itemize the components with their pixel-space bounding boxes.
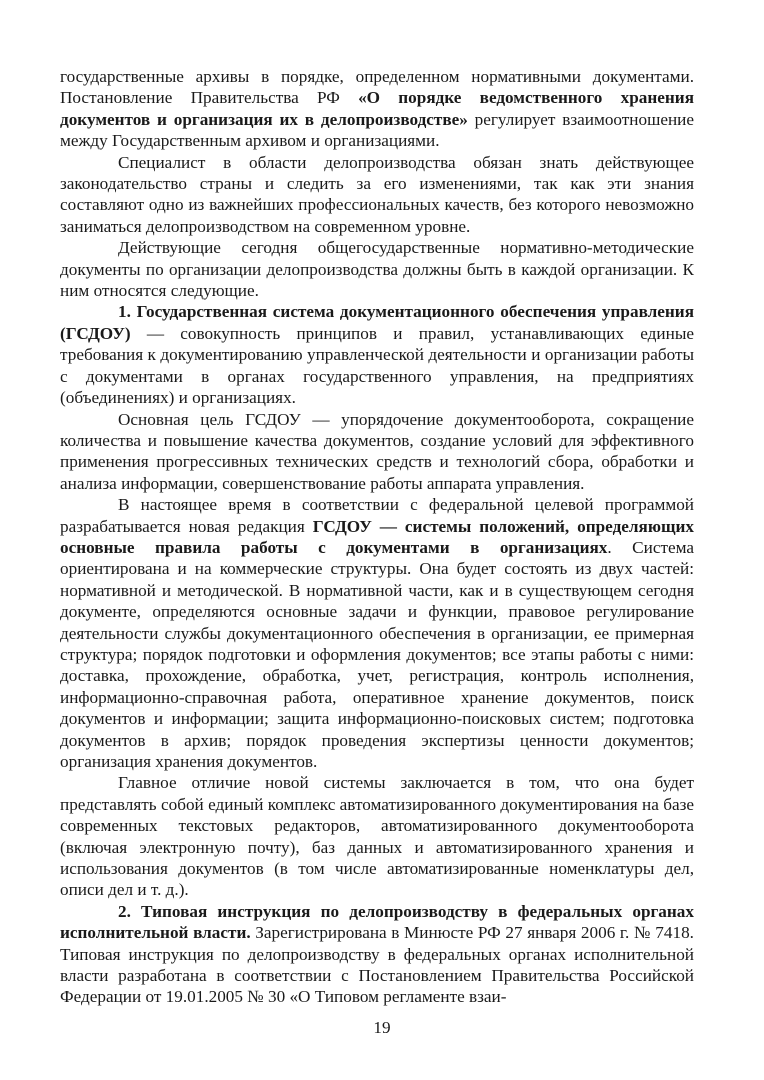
bold-text-run: 1. Государственная система документационного обеспечения управления (ГСДОУ) xyxy=(60,302,694,343)
text-run: — совокупность принципов и правил, устанавливающих единые требования к документированию управленческой деятельности и организации работы с документами в органах государственного управления, на предприятиях (объединениях) и организациях. xyxy=(60,323,694,408)
bold-text-run: 2. Типовая инструкция по делопроизводству в федеральных органах исполнительной власти. xyxy=(60,901,694,943)
body-text xyxy=(60,66,694,1008)
paragraph xyxy=(60,237,694,301)
bold-text-run: ГСДОУ — системы положений, определяющих основные правила работы с документами в организациях xyxy=(60,516,694,557)
paragraph xyxy=(60,152,694,238)
text-run: регулирует взаимоотношение между Государственным архивом и организациями. xyxy=(60,109,694,151)
text-run: Действующие сегодня общегосударственные нормативно-методические документы по организации делопроизводства должны быть в каждой организации. К ним относятся следующие. xyxy=(60,238,694,301)
paragraph xyxy=(60,772,694,900)
paragraph xyxy=(60,901,694,1008)
text-run: Главное отличие новой системы заключается в том, что она будет представлять собой единый комплекс автоматизированного документирования на базе современных текстовых редакторов, автоматизированного документооборота (включая электронную почту), баз данных и автоматизированного хранения и использования документов (в том числе автоматизированные номенклатуры дел, описи дел и т. д.). xyxy=(60,773,694,900)
paragraph xyxy=(60,409,694,495)
text-run: Зарегистрирована в Минюсте РФ 27 января 2006 г. № 7418. Типовая инструкция по делопроизводству в федеральных органах исполнительной власти разработана в соответствии с Постановлением Правительства Российской Федерации от 19.01.2005 № 30 «О Типовом регламенте взаи- xyxy=(60,923,694,1007)
text-run: Специалист в области делопроизводства обязан знать действующее законодательство страны и следить за его изменениями, так как эти знания составляют одно из важнейших профессиональных качеств, без которого невозможно заниматься делопроизводством на современном уровне. xyxy=(60,152,694,236)
text-run: В настоящее время в соответствии с федеральной целевой программой разрабатывается новая редакция xyxy=(60,495,694,536)
paragraph xyxy=(60,301,694,408)
text-run: государственные архивы в порядке, определенном нормативными документами. Постановление Правительства РФ xyxy=(60,67,694,108)
text-run: Основная цель ГСДОУ — упорядочение документооборота, сокращение количества и повышение качества документов, создание условий для эффективного применения прогрессивных технических средств и технологий сбора, обработки и анализа информации, совершенствование работы аппарата управления. xyxy=(60,409,694,493)
page-number: 19 xyxy=(373,1018,391,1037)
bold-text-run: «О порядке ведомственного хранения документов и организация их в делопроизводстве» xyxy=(60,88,694,129)
paragraph xyxy=(60,494,694,772)
paragraph xyxy=(60,66,694,152)
text-run: . Система ориентирована и на коммерческие структуры. Она будет состоять из двух частей: нормативной и методической. В нормативной части, как и в существующем сегодня документе, определяются основные задачи и функции, правовое регулирование деятельности службы документационного обеспечения в организации, ее примерная структура; порядок подготовки и оформления документов; все этапы работы с ними: доставка, прохождение, обработка, учет, регистрация, контроль исполнения, информационно-справочная работа, оперативное хранение документов, поиск документов и информации; защита информационно-поисковых систем; подготовка документов в архив; порядок проведения экспертизы ценности документов; организация хранения документов. xyxy=(60,537,694,771)
